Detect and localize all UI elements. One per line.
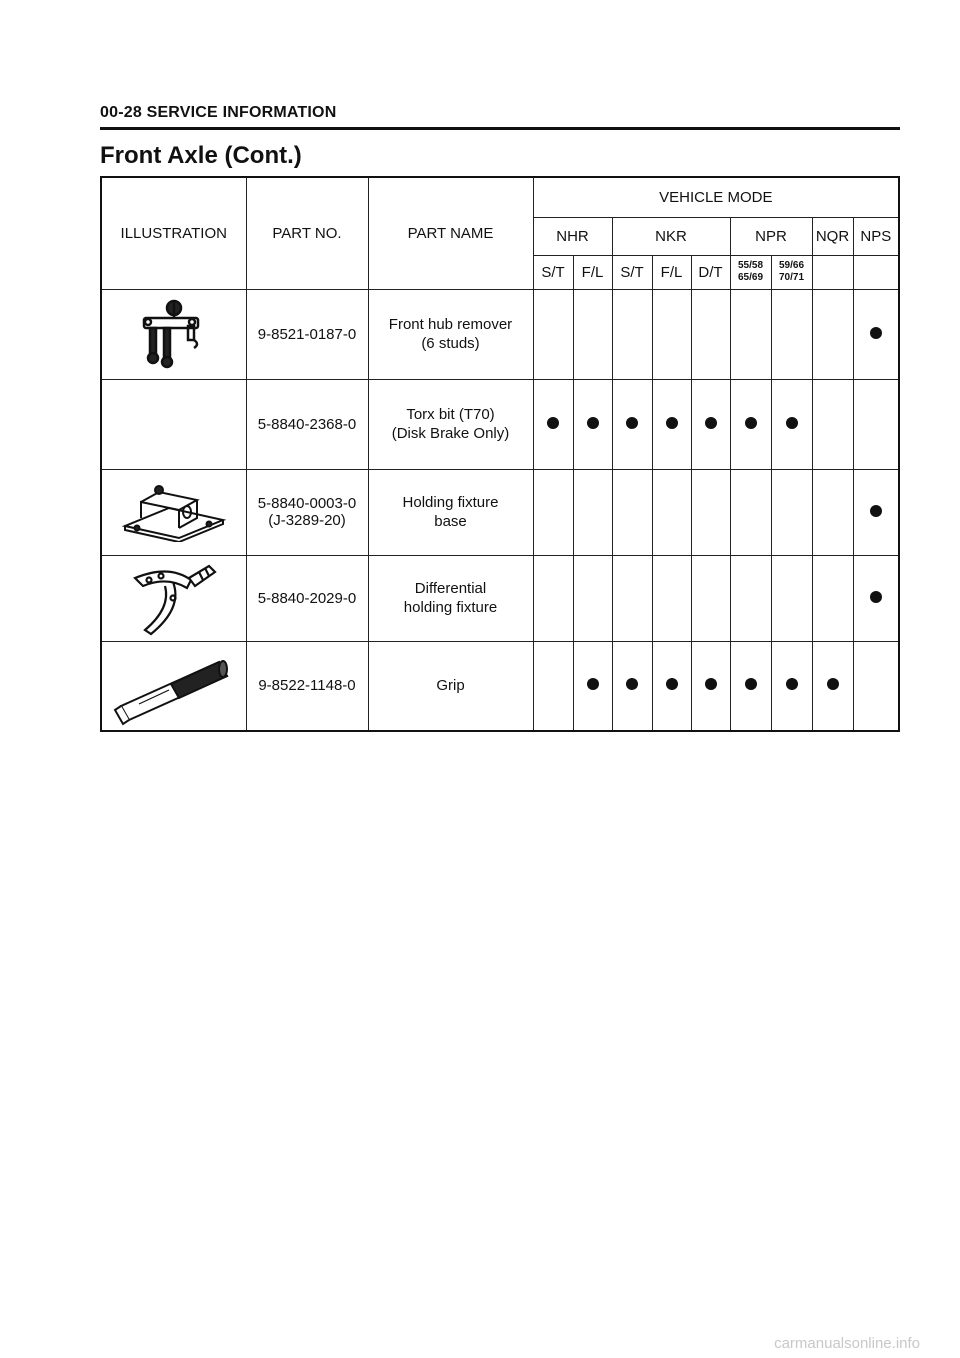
part-number: 5-8840-2029-0 <box>246 555 368 641</box>
model-nkr: NKR <box>612 217 730 255</box>
model-nps: NPS <box>853 217 899 255</box>
page-header: 00-28 SERVICE INFORMATION <box>100 104 337 121</box>
fit-cell <box>691 469 730 555</box>
fit-cell <box>771 641 812 731</box>
fit-cell <box>612 555 652 641</box>
fit-cell <box>573 469 612 555</box>
fit-cell <box>533 555 573 641</box>
sub-st-nkr: S/T <box>612 255 652 289</box>
fit-cell <box>533 641 573 731</box>
fit-cell <box>853 555 899 641</box>
part-number-line1: 5-8840-0003-0 <box>257 495 357 512</box>
fit-cell <box>533 469 573 555</box>
fit-cell <box>652 289 691 379</box>
part-name-line2: holding fixture <box>403 599 498 616</box>
fit-cell <box>771 379 812 469</box>
fit-cell <box>652 469 691 555</box>
applicable-dot <box>666 678 678 690</box>
applicable-dot <box>745 417 757 429</box>
applicable-dot <box>870 591 882 603</box>
fit-cell <box>812 555 853 641</box>
fit-cell <box>771 289 812 379</box>
fit-cell <box>730 289 771 379</box>
sub-nps-empty <box>853 255 899 289</box>
fit-cell <box>612 379 652 469</box>
applicable-dot <box>626 678 638 690</box>
fit-cell <box>612 641 652 731</box>
sub-npr-b-line2: 70/71 <box>778 272 805 283</box>
sub-fl-nhr: F/L <box>573 255 612 289</box>
fit-cell <box>652 641 691 731</box>
applicable-dot <box>666 417 678 429</box>
fit-cell <box>730 555 771 641</box>
fit-cell <box>812 641 853 731</box>
table-row <box>101 289 899 379</box>
fit-cell <box>812 379 853 469</box>
fit-cell <box>691 289 730 379</box>
applicable-dot <box>587 417 599 429</box>
header-part-name: PART NAME <box>368 177 533 289</box>
part-name-line1: Grip <box>436 677 465 695</box>
fit-cell <box>573 641 612 731</box>
applicable-dot <box>827 678 839 690</box>
special-tools-table <box>100 176 900 732</box>
header-illustration: ILLUSTRATION <box>101 177 246 289</box>
sub-fl-nkr: F/L <box>652 255 691 289</box>
sub-dt-nkr: D/T <box>691 255 730 289</box>
applicable-dot <box>870 327 882 339</box>
hub-remover-icon <box>134 296 214 372</box>
fit-cell <box>573 289 612 379</box>
fit-cell <box>533 289 573 379</box>
part-name-line1: Holding fixture <box>402 494 499 511</box>
fit-cell <box>573 379 612 469</box>
fit-cell <box>691 641 730 731</box>
fit-cell <box>612 289 652 379</box>
sub-npr-b <box>771 255 812 289</box>
table-row <box>101 469 899 555</box>
sub-st-nhr: S/T <box>533 255 573 289</box>
holding-fixture-base-icon <box>119 482 229 542</box>
model-nqr: NQR <box>812 217 853 255</box>
illustration-cell <box>101 289 246 379</box>
part-name-line2: base <box>434 513 467 530</box>
fit-cell <box>853 379 899 469</box>
header-rule <box>100 127 900 130</box>
illustration-cell <box>101 469 246 555</box>
part-name <box>368 379 533 469</box>
part-name <box>368 641 533 731</box>
fit-cell <box>812 289 853 379</box>
fit-cell <box>771 469 812 555</box>
applicable-dot <box>870 505 882 517</box>
applicable-dot <box>705 417 717 429</box>
watermark-text: carmanualsonline.info <box>774 1335 920 1352</box>
fit-cell <box>691 555 730 641</box>
differential-holding-fixture-icon <box>129 558 219 638</box>
part-number: 9-8522-1148-0 <box>246 641 368 731</box>
header-part-no: PART NO. <box>246 177 368 289</box>
sub-npr-a-line1: 55/58 <box>737 260 764 271</box>
applicable-dot <box>745 678 757 690</box>
fit-cell <box>730 469 771 555</box>
applicable-dot <box>547 417 559 429</box>
part-number: 9-8521-0187-0 <box>246 289 368 379</box>
part-name <box>368 555 533 641</box>
table-row <box>101 379 899 469</box>
table-row <box>101 641 899 731</box>
sub-nqr-empty <box>812 255 853 289</box>
part-number-line2: (J-3289-20) <box>268 512 346 529</box>
fit-cell <box>691 379 730 469</box>
applicable-dot <box>626 417 638 429</box>
part-name-line1: Differential <box>414 580 487 597</box>
fit-cell <box>853 289 899 379</box>
illustration-cell <box>101 555 246 641</box>
illustration-cell <box>101 641 246 731</box>
part-name-line2: (Disk Brake Only) <box>391 425 510 442</box>
applicable-dot <box>786 678 798 690</box>
fit-cell <box>812 469 853 555</box>
fit-cell <box>853 469 899 555</box>
part-name-line2: (6 studs) <box>421 335 480 352</box>
sub-npr-b-line1: 59/66 <box>778 260 805 271</box>
applicable-dot <box>587 678 599 690</box>
section-title: Front Axle (Cont.) <box>100 142 302 169</box>
table-row <box>101 555 899 641</box>
sub-npr-a <box>730 255 771 289</box>
fit-cell <box>533 379 573 469</box>
fit-cell <box>573 555 612 641</box>
part-name-line1: Front hub remover <box>388 316 513 333</box>
part-number <box>246 469 368 555</box>
part-name <box>368 289 533 379</box>
illustration-cell <box>101 379 246 469</box>
applicable-dot <box>786 417 798 429</box>
fit-cell <box>652 379 691 469</box>
part-number: 5-8840-2368-0 <box>246 379 368 469</box>
fit-cell <box>730 379 771 469</box>
grip-icon <box>109 646 239 726</box>
model-npr: NPR <box>730 217 812 255</box>
fit-cell <box>730 641 771 731</box>
fit-cell <box>853 641 899 731</box>
applicable-dot <box>705 678 717 690</box>
fit-cell <box>771 555 812 641</box>
fit-cell <box>612 469 652 555</box>
sub-npr-a-line2: 65/69 <box>737 272 764 283</box>
part-name <box>368 469 533 555</box>
fit-cell <box>652 555 691 641</box>
header-vehicle-mode: VEHICLE MODE <box>533 177 899 217</box>
part-name-line1: Torx bit (T70) <box>406 406 495 423</box>
model-nhr: NHR <box>533 217 612 255</box>
